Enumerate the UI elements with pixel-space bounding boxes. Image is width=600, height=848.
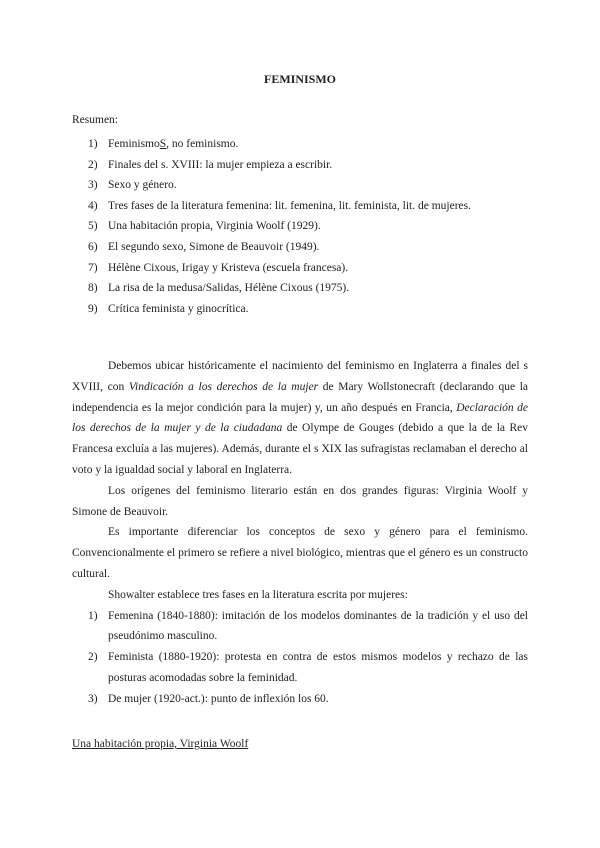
phase-item-number: 1): [88, 609, 98, 622]
summary-item-number: 1): [88, 138, 98, 150]
summary-item-text: Una habitación propia, Virginia Woolf (1929).: [108, 220, 321, 233]
summary-item: [88, 216, 471, 237]
phase-item: [72, 647, 528, 689]
summary-item-number: 3): [88, 179, 98, 192]
phase-item-text: De mujer (1920-act.): punto de inflexión los 60.: [108, 692, 329, 705]
summary-item-text: Tres fases de la literatura femenina: lit. femenina, lit. feminista, lit. de mujeres.: [108, 199, 471, 212]
summary-item-text: Sexo y género.: [108, 179, 177, 192]
paragraph-origins: Los orígenes del feminismo literario están en dos grandes figuras: Virginia Woolf y Simone de Beauvoir.: [72, 484, 528, 518]
summary-item: [88, 278, 471, 299]
summary-item-text: Feminismo: [108, 138, 160, 150]
summary-item-number: 9): [88, 302, 98, 315]
summary-item: [88, 299, 471, 320]
summary-label: Resumen:: [72, 114, 118, 126]
summary-item-number: 7): [88, 261, 98, 274]
paragraph-history: [72, 356, 528, 481]
phase-item-number: 3): [88, 692, 98, 705]
section-heading: Una habitación propia, Virginia Woolf: [72, 738, 249, 750]
summary-item: [88, 258, 471, 279]
summary-item-number: 6): [88, 240, 98, 253]
phase-item-number: 2): [88, 651, 98, 664]
phase-item-text: Femenina (1840-1880): imitación de los modelos dominantes de la tradición y el uso del pseudónimo masculino.: [108, 609, 528, 643]
summary-item-number: 2): [88, 158, 98, 171]
paragraph-showalter: Showalter establece tres fases en la literatura escrita por mujeres:: [108, 588, 408, 601]
summary-item-number: 4): [88, 199, 98, 212]
summary-item: [88, 237, 471, 258]
body-text: [72, 356, 528, 710]
summary-item: [88, 196, 471, 217]
summary-item-text: Hélène Cixous, Irigay y Kristeva (escuela francesa).: [108, 261, 349, 274]
paragraph-text: Debemos ubicar históricamente el nacimiento del feminismo en Inglaterra a finales del s XVIII, con: [72, 360, 528, 393]
paragraph-text: de Mary Wollstonecraft (declarando que la independencia es la mejor condición para la mujer) y, un año después en Francia,: [72, 380, 528, 414]
phase-item: [72, 606, 528, 648]
paragraph-sex-gender: Es importante diferenciar los conceptos de sexo y género para el feminismo. Convencionalmente el primero se refiere a nivel biológico, mientras que el género es un constructo cultural.: [72, 526, 528, 580]
book-title-vindicacion: Vindicación a los derechos de la mujer: [128, 380, 319, 393]
phases-list: [72, 606, 528, 710]
book-title-declaracion: Declaración de los derechos de la mujer y de la ciudadana: [72, 401, 528, 435]
summary-item-text: La risa de la medusa/Salidas, Hélène Cixous (1975).: [108, 282, 350, 295]
document-title: FEMINISMO: [264, 72, 336, 86]
summary-item: [88, 175, 471, 196]
summary-item: [88, 134, 471, 155]
summary-item-text: Crítica feminista y ginocrítica.: [108, 302, 249, 315]
paragraph-text: de Olympe de Gouges (debido a que la de la Rev Francesa excluía a las mujeres). Además, durante el s XIX las sufragistas reclamaban el derecho al voto y la igualdad social y laboral en Inglaterra.: [72, 422, 528, 476]
summary-item-number: 8): [88, 282, 98, 295]
summary-item-text: El segundo sexo, Simone de Beauvoir (1949).: [108, 240, 320, 253]
summary-item: [88, 155, 471, 176]
summary-item-text-rest: , no feminismo.: [166, 138, 239, 150]
summary-item-text: Finales del s. XVIII: la mujer empieza a escribir.: [108, 158, 333, 171]
phase-item-text: Feminista (1880-1920): protesta en contra de estos mismos modelos y rechazo de las posturas acomodadas sobre la feminidad.: [108, 651, 528, 684]
summary-list: [88, 134, 471, 319]
phase-item: [72, 689, 528, 710]
summary-item-number: 5): [88, 220, 98, 233]
summary-item-underlined: S: [159, 138, 167, 150]
